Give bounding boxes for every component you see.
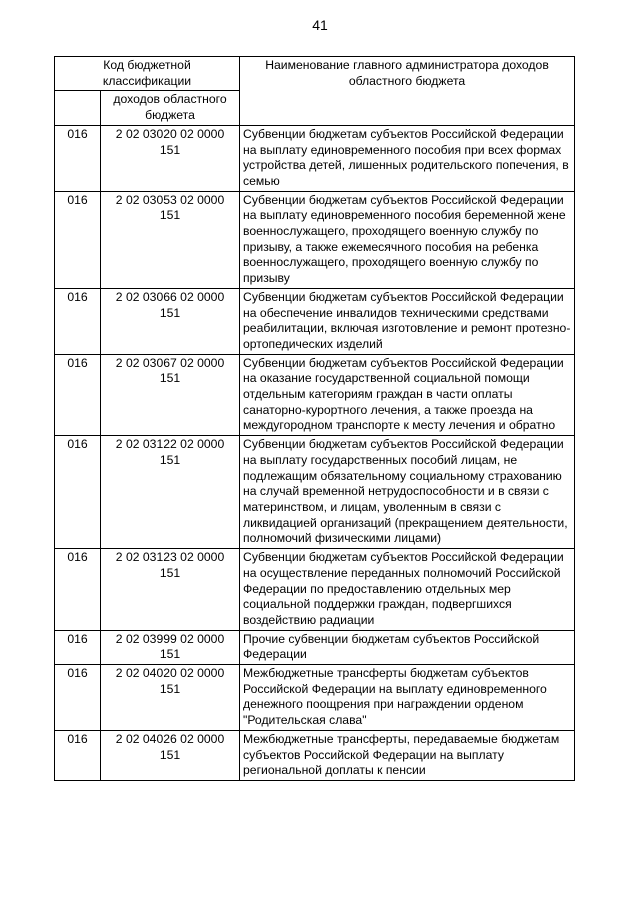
- budget-code-cell: 2 02 04020 02 0000 151: [101, 665, 240, 731]
- admin-code-cell: 016: [55, 730, 101, 780]
- admin-code-cell: 016: [55, 125, 101, 191]
- admin-code-cell: 016: [55, 665, 101, 731]
- admin-code-header: [55, 91, 101, 125]
- budget-code-cell: 2 02 03053 02 0000 151: [101, 191, 240, 288]
- revenue-name-cell: Субвенции бюджетам субъектов Российской Федерации на обеспечение инвалидов техническими средствами реабилитации, включая изготовление и ремонт протезно-ортопедических изделий: [240, 288, 575, 354]
- revenue-name-cell: Субвенции бюджетам субъектов Российской Федерации на выплату единовременного пособия при всех формах устройства детей, лишенных родительского попечения, в семью: [240, 125, 575, 191]
- table-row: [55, 630, 575, 664]
- revenue-code-header: доходов областного бюджета: [101, 91, 240, 125]
- admin-code-cell: 016: [55, 630, 101, 664]
- admin-code-cell: 016: [55, 436, 101, 549]
- revenue-name-cell: Субвенции бюджетам субъектов Российской Федерации на оказание государственной социальной помощи отдельным категориям граждан в части оплаты санаторно-курортного лечения, а также проезда на междугородном транспорте к месту лечения и обратно: [240, 354, 575, 436]
- budget-code-cell: 2 02 03066 02 0000 151: [101, 288, 240, 354]
- table-row: [55, 730, 575, 780]
- revenue-name-cell: Субвенции бюджетам субъектов Российской Федерации на выплату государственных пособий лицам, не подлежащим обязательному социальному страхованию на случай временной нетрудоспособности и в связи с материнством, и лицам, уволенным в связи с ликвидацией организаций (прекращением деятельности, полномочий физическими лицами): [240, 436, 575, 549]
- revenue-name-cell: Субвенции бюджетам субъектов Российской Федерации на выплату единовременного пособия беременной жене военнослужащего, проходящего военную службу по призыву, а также ежемесячного пособия на ребенка военнослужащего, проходящего военную службу по призыву: [240, 191, 575, 288]
- table-row: [55, 191, 575, 288]
- admin-code-cell: 016: [55, 288, 101, 354]
- revenue-name-cell: Субвенции бюджетам субъектов Российской Федерации на осуществление переданных полномочий Российской Федерации по предоставлению отдельных мер социальной поддержки граждан, подвергшихся воздействию радиации: [240, 549, 575, 631]
- page-number: 41: [312, 17, 328, 33]
- table-row: [55, 288, 575, 354]
- budget-code-cell: 2 02 03067 02 0000 151: [101, 354, 240, 436]
- budget-code-cell: 2 02 03122 02 0000 151: [101, 436, 240, 549]
- administrator-name-header: Наименование главного администратора доходов областного бюджета: [240, 57, 575, 126]
- classification-code-header: Код бюджетной классификации: [55, 57, 240, 91]
- admin-code-cell: 016: [55, 354, 101, 436]
- budget-code-cell: 2 02 03020 02 0000 151: [101, 125, 240, 191]
- table-row: [55, 354, 575, 436]
- admin-code-cell: 016: [55, 191, 101, 288]
- budget-classification-table: [54, 56, 575, 781]
- budget-code-cell: 2 02 03999 02 0000 151: [101, 630, 240, 664]
- revenue-name-cell: Межбюджетные трансферты, передаваемые бюджетам субъектов Российской Федерации на выплату региональной доплаты к пенсии: [240, 730, 575, 780]
- revenue-name-cell: Межбюджетные трансферты бюджетам субъектов Российской Федерации на выплату единовременного денежного поощрения при награждении орденом "Родительская слава": [240, 665, 575, 731]
- budget-code-cell: 2 02 04026 02 0000 151: [101, 730, 240, 780]
- table-row: [55, 549, 575, 631]
- table-row: [55, 125, 575, 191]
- revenue-name-cell: Прочие субвенции бюджетам субъектов Российской Федерации: [240, 630, 575, 664]
- budget-code-cell: 2 02 03123 02 0000 151: [101, 549, 240, 631]
- table-row: [55, 436, 575, 549]
- table-row: [55, 665, 575, 731]
- header-row: [55, 57, 575, 91]
- admin-code-cell: 016: [55, 549, 101, 631]
